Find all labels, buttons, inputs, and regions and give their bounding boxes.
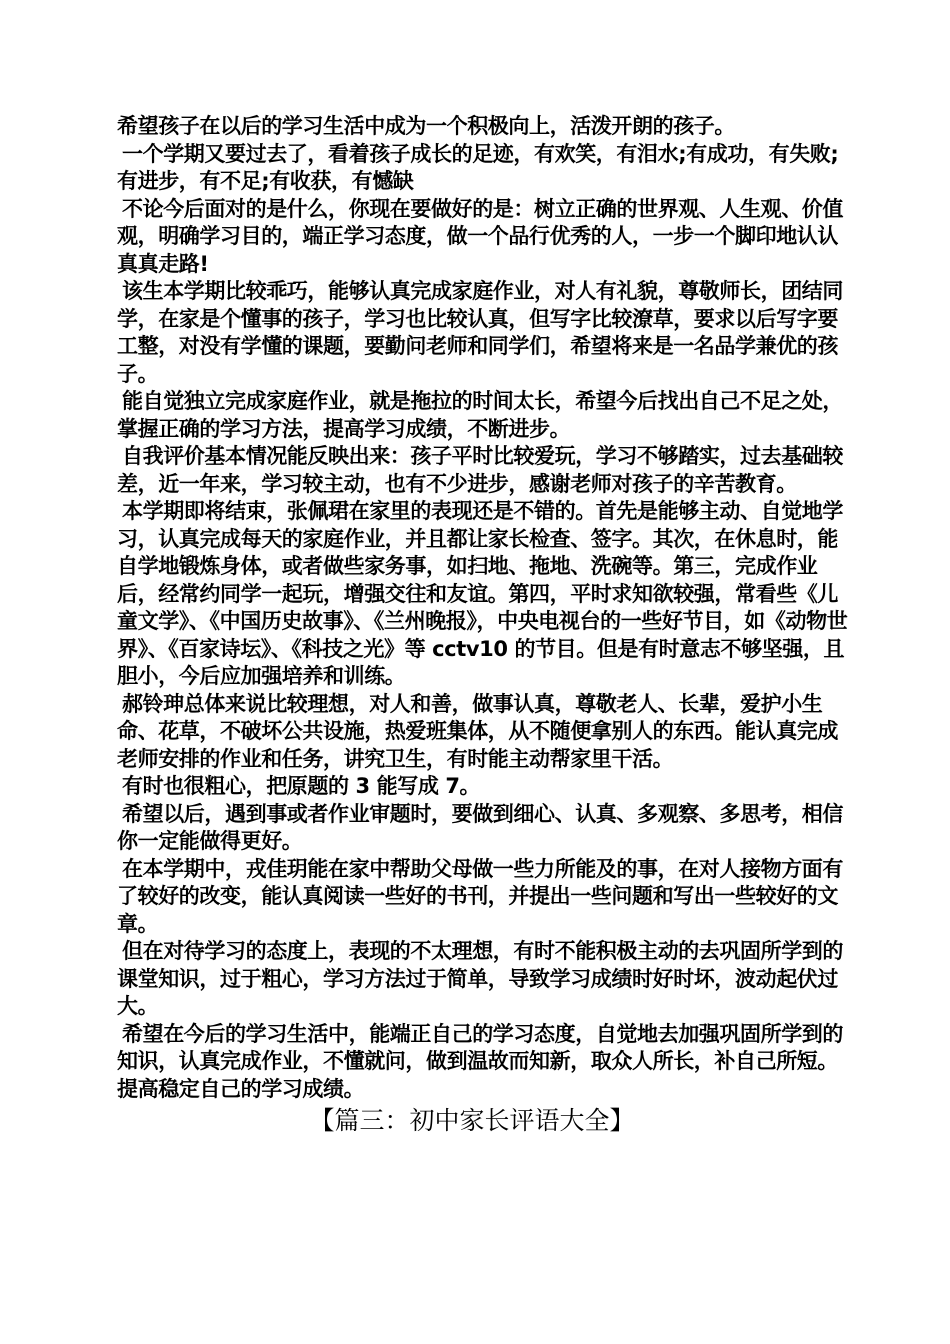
paragraph-9: 有时也很粗心，把原题的 3 能写成 7。	[122, 774, 481, 798]
paragraph-2: 一个学期又要过去了，看着孩子成长的足迹，有欢笑，有泪水;有成功，有失败;有进步，有不足;有收获，有憾缺	[117, 141, 839, 193]
paragraph-6: 自我评价基本情况能反映出来：孩子平时比较爱玩，学习不够踏实，过去基础较差，近一年来，学习较主动，也有不少进步，感谢老师对孩子的辛苦教育。	[117, 444, 843, 496]
paragraph-8: 郝铃珅总体来说比较理想，对人和善，做事认真，尊敬老人、长辈，爱护小生命、花草，不破坏公共设施，热爱班集体，从不随便拿别人的东西。能认真完成老师安排的作业和任务，讲究卫生，有时能主动帮家里干活。	[117, 691, 838, 771]
paragraph-10: 希望以后，遇到事或者作业审题时，要做到细心、认真、多观察、多思考，相信你一定能做得更好。	[117, 801, 843, 853]
paragraph-4: 该生本学期比较乖巧，能够认真完成家庭作业，对人有礼貌，尊敬师长，团结同学，在家是个懂事的孩子，学习也比较认真，但写字比较潦草，要求以后写字要工整，对没有学懂的课题，要勤问老师和同学们，希望将来是一名品学兼优的孩子。	[117, 279, 843, 386]
section-heading: 【篇三：初中家长评语大全】	[309, 1106, 635, 1135]
paragraph-1: 希望孩子在以后的学习生活中成为一个积极向上，活泼开朗的孩子。	[117, 114, 735, 138]
paragraph-11: 在本学期中，戎佳玥能在家中帮助父母做一些力所能及的事，在对人接物方面有了较好的改变，能认真阅读一些好的书刊，并提出一些问题和写出一些较好的文章。	[117, 856, 843, 936]
paragraph-3: 不论今后面对的是什么，你现在要做好的是：树立正确的世界观、人生观、价值观，明确学习目的，端正学习态度，做一个品行优秀的人，一步一个脚印地认认真真走路!	[117, 196, 843, 276]
paragraph-7: 本学期即将结束，张佩珺在家里的表现还是不错的。首先是能够主动、自觉地学习，认真完成每天的家庭作业，并且都让家长检查、签字。其次，在休息时，能自学地锻炼身体，或者做些家务事，如扫地、拖地、洗碗等。第三，完成作业后，经常约同学一起玩，增强交往和友谊。第四，平时求知欲较强，常看些《儿童文学》、《中国历史故事》、《兰州晚报》，中央电视台的一些好节目，如《动物世界》、《百家诗坛》、《科技之光》等 cctv10 的节目。但是有时意志不够坚强，且胆小，今后应加强培养和训练。	[117, 499, 848, 688]
paragraph-13: 希望在今后的学习生活中，能端正自己的学习态度，自觉地去加强巩固所学到的知识，认真完成作业，不懂就问，做到温故而知新，取众人所长，补自己所短。提高稳定自己的学习成绩。	[117, 1021, 843, 1101]
document-page	[117, 113, 857, 1137]
paragraph-5: 能自觉独立完成家庭作业，就是拖拉的时间太长，希望今后找出自己不足之处，掌握正确的学习方法，提高学习成绩，不断进步。	[117, 389, 843, 441]
paragraph-12: 但在对待学习的态度上，表现的不太理想，有时不能积极主动的去巩固所学到的课堂知识，过于粗心，学习方法过于简单，导致学习成绩时好时坏，波动起伏过大。	[117, 939, 843, 1018]
